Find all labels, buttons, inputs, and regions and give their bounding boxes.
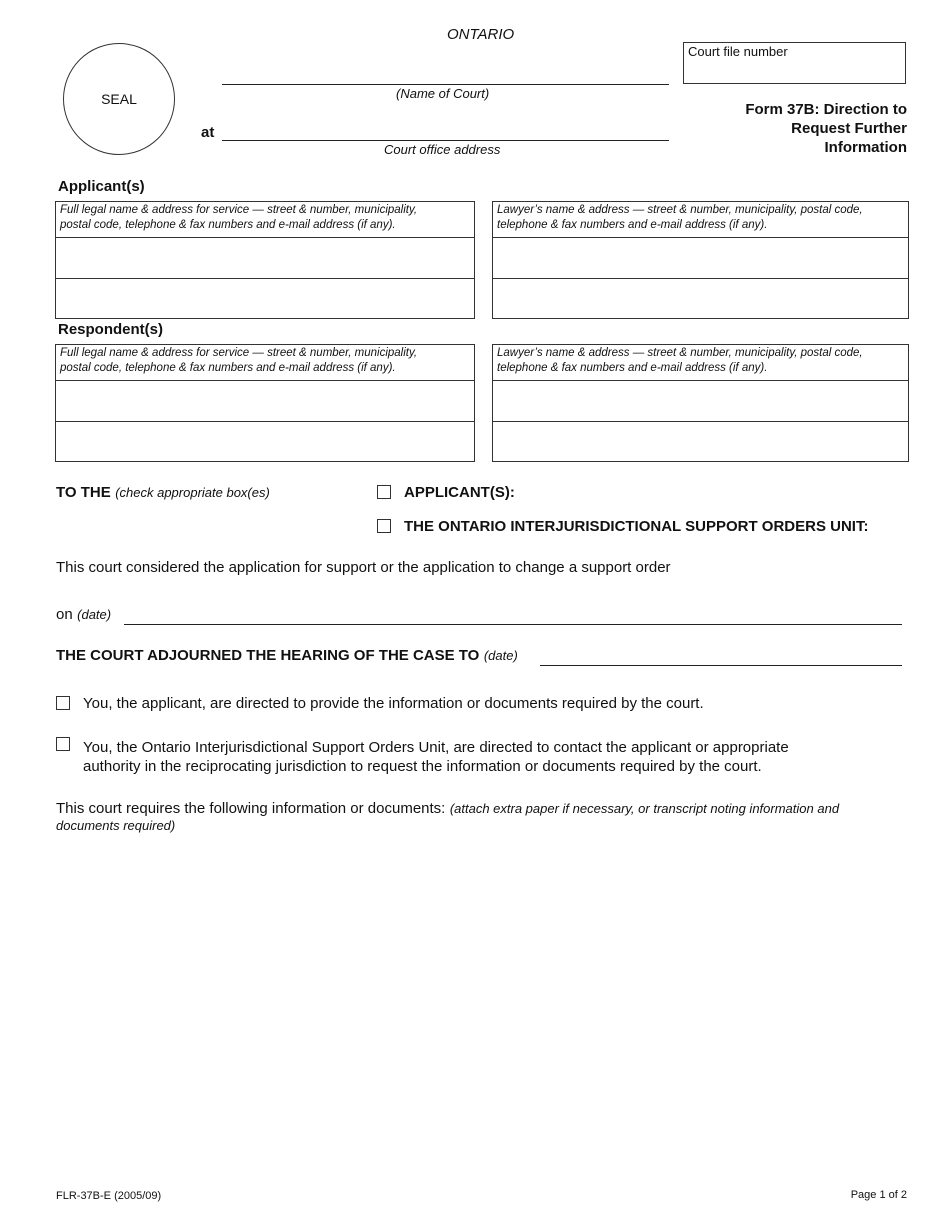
on-label: on bbox=[56, 606, 73, 623]
respondent-name-field-1[interactable] bbox=[56, 381, 474, 421]
applicant-name-field-1[interactable] bbox=[56, 238, 474, 278]
respondent-lawyer-field-2[interactable] bbox=[493, 422, 908, 461]
respondent-party-box bbox=[55, 344, 475, 462]
respondent-lawyer-box bbox=[492, 344, 909, 462]
applicant-party-box bbox=[55, 201, 475, 319]
unit-directive-checkbox[interactable] bbox=[56, 737, 70, 751]
form-title bbox=[745, 100, 907, 157]
applicant-name-field-2[interactable] bbox=[56, 279, 474, 318]
respondent-name-field-2[interactable] bbox=[56, 422, 474, 461]
lawyer-header-line: Lawyer’s name & address — street & number, municipality, postal code, bbox=[497, 347, 863, 359]
applicants-checkbox[interactable] bbox=[377, 485, 391, 499]
requires-text: This court requires the following information or documents: bbox=[56, 800, 446, 817]
party-box-header bbox=[56, 202, 474, 238]
unit-directive-line: authority in the reciprocating jurisdiction to request the information or documents required by the court. bbox=[83, 758, 762, 775]
lawyer-box-header bbox=[493, 202, 908, 238]
lawyer-box-header bbox=[493, 345, 908, 381]
to-the-row bbox=[56, 484, 270, 502]
date-hint: (date) bbox=[77, 607, 112, 622]
adjourned-row bbox=[56, 647, 518, 665]
lawyer-header-line: telephone & fax numbers and e-mail address (if any). bbox=[497, 362, 768, 374]
court-file-number-label: Court file number bbox=[688, 44, 788, 59]
seal-label: SEAL bbox=[101, 91, 137, 107]
lawyer-header-line: Lawyer’s name & address — street & number, municipality, postal code, bbox=[497, 204, 863, 216]
support-unit-checkbox[interactable] bbox=[377, 519, 391, 533]
at-label: at bbox=[201, 124, 215, 141]
considered-text: This court considered the application for support or the application to change a support order bbox=[56, 559, 671, 576]
on-date-row bbox=[56, 606, 111, 624]
to-the-hint: (check appropriate box(es) bbox=[115, 485, 270, 500]
court-name-line[interactable] bbox=[222, 84, 669, 85]
court-address-caption: Court office address bbox=[384, 142, 501, 157]
court-name-caption: (Name of Court) bbox=[396, 86, 490, 101]
page-number: Page 1 of 2 bbox=[850, 1189, 907, 1201]
form-title-line: Request Further bbox=[791, 120, 907, 137]
form-title-line: Information bbox=[824, 139, 907, 156]
province-title: ONTARIO bbox=[447, 26, 515, 43]
support-unit-option-label: THE ONTARIO INTERJURISDICTIONAL SUPPORT ORDERS UNIT: bbox=[404, 518, 869, 535]
applicant-directive-text: You, the applicant, are directed to provide the information or documents required by the court. bbox=[83, 695, 704, 712]
adjourned-label: THE COURT ADJOURNED THE HEARING OF THE CASE TO bbox=[56, 647, 480, 664]
court-address-line[interactable] bbox=[222, 140, 669, 141]
applicant-lawyer-field-1[interactable] bbox=[493, 238, 908, 278]
requires-hint: (attach extra paper if necessary, or transcript noting information and bbox=[449, 801, 840, 816]
applicants-title: Applicant(s) bbox=[58, 178, 145, 195]
applicant-directive-checkbox[interactable] bbox=[56, 696, 70, 710]
to-the-label: TO THE bbox=[56, 484, 111, 501]
party-header-line: postal code, telephone & fax numbers and e-mail address (if any). bbox=[60, 362, 396, 374]
court-seal bbox=[63, 43, 175, 155]
party-header-line: Full legal name & address for service — street & number, municipality, bbox=[60, 347, 418, 359]
party-header-line: postal code, telephone & fax numbers and e-mail address (if any). bbox=[60, 219, 396, 231]
adjourned-date-line[interactable] bbox=[540, 665, 902, 666]
applicant-lawyer-box bbox=[492, 201, 909, 319]
form-code: FLR-37B-E (2005/09) bbox=[56, 1190, 162, 1202]
lawyer-header-line: telephone & fax numbers and e-mail address (if any). bbox=[497, 219, 768, 231]
court-file-number-field[interactable] bbox=[683, 42, 906, 84]
respondents-title: Respondent(s) bbox=[58, 321, 163, 338]
unit-directive-text bbox=[83, 738, 789, 776]
respondent-lawyer-field-1[interactable] bbox=[493, 381, 908, 421]
party-header-line: Full legal name & address for service — street & number, municipality, bbox=[60, 204, 418, 216]
consideration-date-line[interactable] bbox=[124, 624, 902, 625]
party-box-header bbox=[56, 345, 474, 381]
applicants-option-label: APPLICANT(S): bbox=[404, 484, 515, 501]
unit-directive-line: You, the Ontario Interjurisdictional Support Orders Unit, are directed to contact the applicant or appropriate bbox=[83, 739, 789, 756]
adjourned-date-hint: (date) bbox=[483, 648, 518, 663]
requires-hint: documents required) bbox=[56, 818, 176, 833]
requirements-paragraph bbox=[56, 800, 906, 834]
form-title-line: Form 37B: Direction to bbox=[745, 101, 907, 118]
applicant-lawyer-field-2[interactable] bbox=[493, 279, 908, 318]
